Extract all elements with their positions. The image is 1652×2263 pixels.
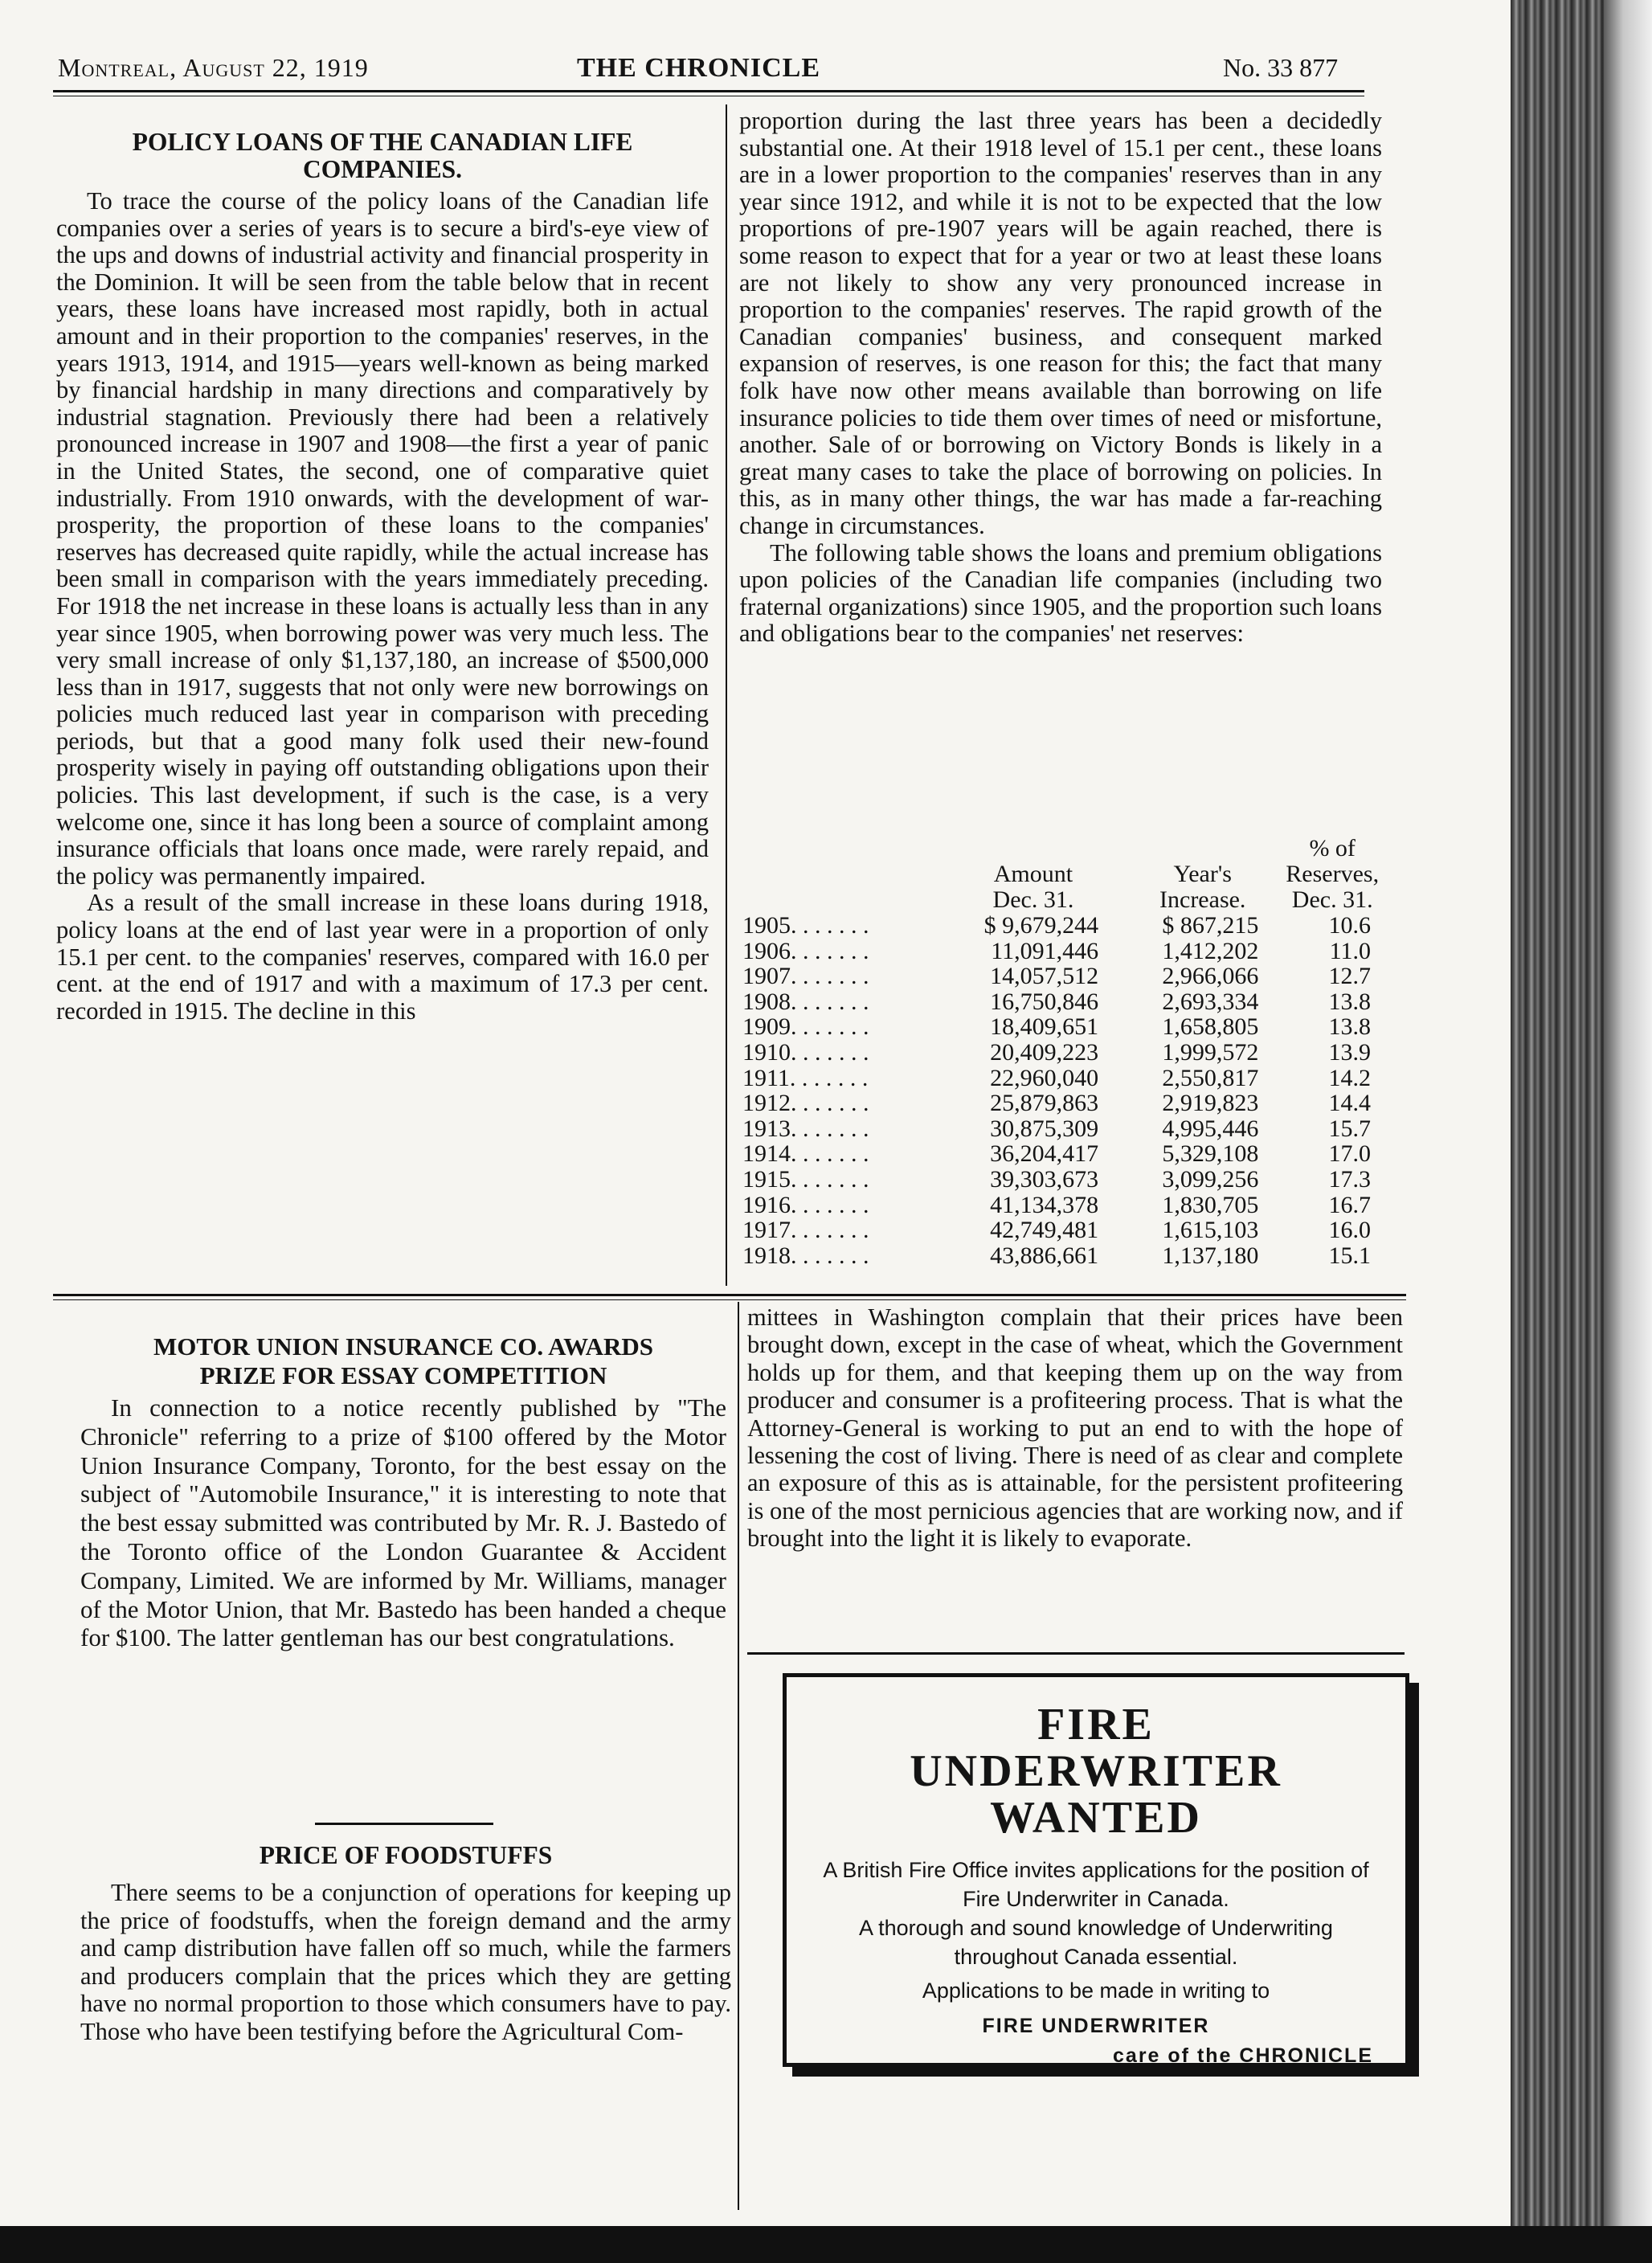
table-cell-increase: 2,693,334 <box>1162 988 1259 1015</box>
advert-address-line: FIRE UNDERWRITER <box>982 2015 1210 2037</box>
table-cell-increase: 1,999,572 <box>1162 1038 1259 1066</box>
paragraph: As a result of the small increase in these loans during 1918, policy loans at the end of last year were in a proportion of only 15.1 per cent. to the companies' reserves, compared with 16.0 per cent. at the end of 1917 and with a maximum of 17.3 per cent. recorded in 1915. The decline in this <box>56 889 709 1025</box>
column-divider <box>726 104 727 1286</box>
table-cell-pct: 13.8 <box>1328 1013 1371 1041</box>
article-foodstuffs-col1 <box>80 1824 731 2046</box>
advert-address-line: care of the CHRONICLE <box>1113 2044 1373 2067</box>
table-cell-year: 1913. . . . . . . <box>742 1115 869 1142</box>
policy-loans-table <box>742 836 1385 1268</box>
table-header-row: Amount Dec. 31. Year's Increase. % of Reserves, Dec. 31. <box>992 835 1380 913</box>
table-row <box>742 1040 1385 1066</box>
article-title: POLICY LOANS OF THE CANADIAN LIFE COMPANIES. <box>132 128 633 183</box>
table-row <box>742 939 1385 964</box>
table-row <box>742 1066 1385 1091</box>
advert-top-rule <box>747 1652 1405 1655</box>
table-cell-amount: 11,091,446 <box>991 937 1099 964</box>
scan-bottom-edge <box>0 2226 1652 2263</box>
table-cell-year: 1918. . . . . . . <box>742 1242 869 1269</box>
table-cell-pct: 15.7 <box>1328 1115 1371 1142</box>
table-cell-year: 1912. . . . . . . <box>742 1090 869 1117</box>
table-cell-increase: 1,412,202 <box>1162 937 1259 964</box>
paragraph: mittees in Washington complain that their prices have been brought down, except in the case of wheat, which the Government holds up for them, and that keeping them up on the way from producer and consumer is a profiteering process. That is what the Attorney-General is working to put an end to with the hope of lessening the cost of living. There is need of as clear and complete an exposure of this as is attainable, for the persistent profiteering is one of the most pernicious agencies that are working now, and if brought into the light it is likely to evaporate. <box>747 1303 1403 1553</box>
table-cell-year: 1909. . . . . . . <box>742 1013 869 1041</box>
table-cell-year: 1916. . . . . . . <box>742 1191 869 1218</box>
article-title: MOTOR UNION INSURANCE CO. AWARDS PRIZE FOR ESSAY COMPETITION <box>153 1332 654 1389</box>
table-cell-amount: 41,134,378 <box>990 1191 1099 1218</box>
table-cell-year: 1915. . . . . . . <box>742 1165 869 1193</box>
table-row <box>742 964 1385 989</box>
section-rule-thin <box>53 1299 1406 1300</box>
table-cell-amount: 43,886,661 <box>990 1242 1099 1269</box>
table-cell-pct: 17.3 <box>1328 1165 1371 1193</box>
article-motor-union <box>80 1332 726 1652</box>
table-row <box>742 913 1385 939</box>
header-issue-page: No. 33 877 <box>1223 53 1339 82</box>
table-cell-increase: $ 867,215 <box>1162 912 1259 939</box>
table-row <box>742 1193 1385 1218</box>
table-cell-amount: 30,875,309 <box>990 1115 1099 1142</box>
table-cell-pct: 14.4 <box>1328 1090 1371 1117</box>
table-cell-amount: 22,960,040 <box>990 1064 1099 1091</box>
advert-title-line: WANTED <box>990 1793 1202 1843</box>
table-row <box>742 1116 1385 1142</box>
table-row <box>742 1243 1385 1269</box>
table-cell-year: 1917. . . . . . . <box>742 1217 869 1244</box>
article-policy-loans-col2 <box>739 108 1382 648</box>
table-cell-increase: 5,329,108 <box>1162 1140 1259 1168</box>
table-cell-amount: 20,409,223 <box>990 1038 1099 1066</box>
table-cell-increase: 2,919,823 <box>1162 1090 1259 1117</box>
table-cell-increase: 4,995,446 <box>1162 1115 1259 1142</box>
table-cell-year: 1914. . . . . . . <box>742 1140 869 1168</box>
table-row <box>742 1141 1385 1167</box>
table-row <box>742 1014 1385 1040</box>
table-cell-amount: 14,057,512 <box>990 963 1099 990</box>
header-date: Montreal, August 22, 1919 <box>58 53 369 82</box>
table-cell-pct: 11.0 <box>1329 937 1371 964</box>
table-cell-pct: 13.8 <box>1328 988 1371 1015</box>
table-row <box>742 989 1385 1015</box>
table-cell-year: 1910. . . . . . . <box>742 1038 869 1066</box>
paragraph: The following table shows the loans and premium obligations upon policies of the Canadian life companies (including two fraternal organizations) since 1905, and the proportion such loans and obligations bear to the companies' net reserves: <box>739 538 1382 648</box>
paragraph: To trace the course of the policy loans of the Canadian life companies over a series of years is to secure a bird's-eye view of the ups and downs of industrial activity and financial prosperity in the Dominion. It will be seen from the table below that in recent years, these loans have increased most rapidly, both in actual amount and in their proportion to the companies' reserves, in the years 1913, 1914, and 1915—years well-known as being marked by financial hardship in many directions and comparatively by industrial stagnation. Previously there had been a relatively pronounced increase in 1907 and 1908—the first a year of panic in the United States, the second, one of comparative quiet industrially. From 1910 onwards, with the development of war-prosperity, the proportion of these loans to the companies' reserves has decreased quite rapidly, while the actual increase has been small in comparison with the years immediately preceding. For 1918 the net increase in these loans is actually less than in any year since 1905, when borrowing power was very much less. The very small increase of only $1,137,180, an increase of $500,000 less than in 1917, suggests that not only were new borrowings on policies much reduced last year in comparison with preceding periods, but that a good many folk used their new-found prosperity wisely in paying off outstanding obligations upon their policies. This last development, if such is the case, is a very welcome one, since it has long been a source of complaint among insurance officials that loans once made, were rarely repaid, and the policy was permanently impaired. <box>56 187 709 890</box>
table-cell-pct: 16.7 <box>1328 1191 1371 1218</box>
column-divider <box>738 1302 739 2210</box>
table-cell-year: 1908. . . . . . . <box>742 988 869 1015</box>
table-cell-increase: 2,966,066 <box>1162 963 1259 990</box>
table-cell-pct: 10.6 <box>1328 912 1371 939</box>
table-cell-amount: 42,749,481 <box>990 1217 1099 1244</box>
paragraph: proportion during the last three years has been a decidedly substantial one. At their 1918 level of 15.1 per cent., these loans are in a lower proportion to the companies' reserves than in any year since 1912, and while it is not to be expected that the low proportions of pre-1907 years will be again reached, there is some reason to expect that for a year or two at least these loans are not likely to show any very pronounced increase in proportion to the companies' reserves. The rapid growth of the Canadian companies' business, and consequent marked expansion of reserves, is one reason for this; the fact that many folk have now other means available than borrowing on life insurance policies to tide them over times of need or misfortune, another. Sale of or borrowing on Victory Bonds is likely in a great many cases to take the place of borrowing on policies. In this, as in many other things, the war has made a far-reaching change in circumstances. <box>739 107 1382 539</box>
table-row <box>742 1217 1385 1243</box>
table-cell-year: 1905. . . . . . . <box>742 912 869 939</box>
table-cell-increase: 3,099,256 <box>1162 1165 1259 1193</box>
article-foodstuffs-col2 <box>747 1303 1403 1553</box>
table-cell-pct: 17.0 <box>1328 1140 1371 1168</box>
table-cell-year: 1907. . . . . . . <box>742 963 869 990</box>
table-cell-amount: 25,879,863 <box>990 1090 1099 1117</box>
fire-underwriter-advert <box>783 1673 1409 2067</box>
article-title: PRICE OF FOODSTUFFS <box>259 1841 553 1869</box>
book-edge <box>1604 0 1652 2263</box>
table-cell-amount: 16,750,846 <box>990 988 1099 1015</box>
advert-body: A British Fire Office invites applications for the position of Fire Underwriter in Canada. A thorough and sound knowledge of Underwriting throughout Canada essential. Applications to be made in writing to <box>823 1858 1369 2003</box>
table-cell-amount: 36,204,417 <box>990 1140 1099 1168</box>
table-row <box>742 1167 1385 1193</box>
table-cell-increase: 1,830,705 <box>1162 1191 1259 1218</box>
table-cell-increase: 1,658,805 <box>1162 1013 1259 1041</box>
table-cell-year: 1906. . . . . . . <box>742 937 869 964</box>
table-cell-pct: 16.0 <box>1328 1217 1371 1244</box>
advert-title-line: UNDERWRITER <box>910 1746 1282 1796</box>
table-cell-increase: 1,137,180 <box>1162 1242 1259 1269</box>
table-cell-amount: 39,303,673 <box>990 1165 1099 1193</box>
paragraph: There seems to be a conjunction of operations for keeping up the price of foodstuffs, when the foreign demand and the army and camp distribution have fallen off so much, while the farmers and producers complain that the prices which they are getting have no normal proportion to those which consumers have to pay. Those who have been testifying before the Agricultural Com- <box>80 1879 731 2045</box>
table-row <box>742 1091 1385 1116</box>
table-cell-increase: 1,615,103 <box>1162 1217 1259 1244</box>
table-cell-pct: 12.7 <box>1328 963 1371 990</box>
section-rule <box>53 1294 1406 1296</box>
article-policy-loans-col1 <box>56 129 709 1025</box>
table-cell-amount: 18,409,651 <box>990 1013 1099 1041</box>
advert-title-line: FIRE <box>1037 1700 1155 1749</box>
table-cell-pct: 15.1 <box>1328 1242 1371 1269</box>
table-cell-increase: 2,550,817 <box>1162 1064 1259 1091</box>
table-cell-amount: $ 9,679,244 <box>983 912 1099 939</box>
header-publication: THE CHRONICLE <box>577 53 820 83</box>
table-cell-pct: 14.2 <box>1328 1064 1371 1091</box>
header-rule <box>53 90 1364 92</box>
paragraph: In connection to a notice recently published by "The Chronicle" referring to a prize of $100 offered by the Motor Union Insurance Company, Toronto, for the best essay on the subject of "Automobile Insurance," it is interesting to note that the best essay submitted was contributed by Mr. R. J. Bastedo of the Toronto office of the London Guarantee & Accident Company, Limited. We are informed by Mr. Williams, manager of the Motor Union, that Mr. Bastedo has been handed a cheque for $100. The latter gentleman has our best congratulations. <box>80 1393 726 1652</box>
table-cell-year: 1911. . . . . . . <box>742 1064 869 1091</box>
table-cell-pct: 13.9 <box>1328 1038 1371 1066</box>
